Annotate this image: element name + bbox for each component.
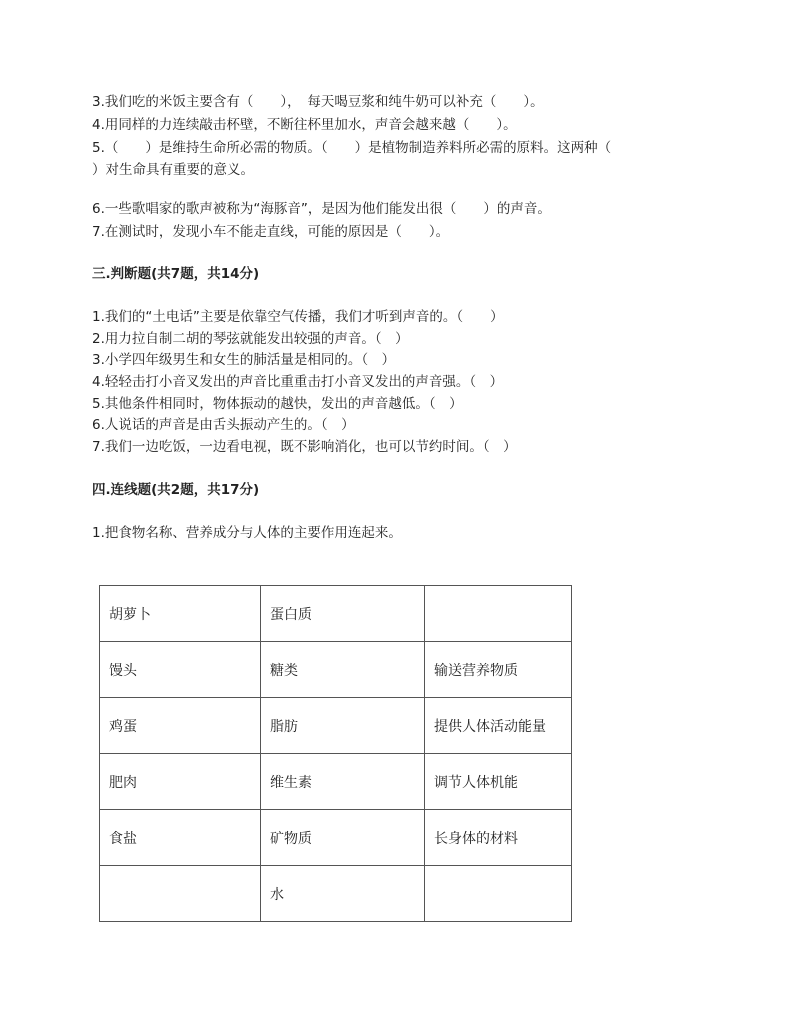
judge-item-5: 5.其他条件相同时，物体振动的越快，发出的声音越低。（ ） <box>92 396 463 412</box>
fill-in-question-4: 4.用同样的力连续敲击杯壁，不断往杯里加水，声音会越来越（ ）。 <box>92 117 517 133</box>
food-cell: 胡萝卜 <box>100 586 261 642</box>
fill-in-question-5-line-1: 5.（ ）是维持生命所必需的物质。（ ）是植物制造养料所必需的原料。这两种（ <box>92 140 612 156</box>
function-cell: 长身体的材料 <box>425 810 572 866</box>
food-cell: 鸡蛋 <box>100 698 261 754</box>
nutrient-cell: 脂肪 <box>261 698 425 754</box>
function-cell: 输送营养物质 <box>425 642 572 698</box>
table-row <box>100 698 572 754</box>
table-row <box>100 642 572 698</box>
fill-in-question-6: 6.一些歌唱家的歌声被称为“海豚音”，是因为他们能发出很（ ）的声音。 <box>92 201 551 217</box>
table-row <box>100 866 572 922</box>
food-cell <box>100 866 261 922</box>
fill-in-question-7: 7.在测试时，发现小车不能走直线，可能的原因是（ ）。 <box>92 224 450 240</box>
table-row <box>100 754 572 810</box>
judge-section-heading: 三.判断题(共7题，共14分) <box>92 266 260 282</box>
judge-item-1: 1.我们的“土电话”主要是依靠空气传播，我们才听到声音的。（ ） <box>92 309 504 325</box>
matching-instruction: 1.把食物名称、营养成分与人体的主要作用连起来。 <box>92 525 402 541</box>
judge-item-7: 7.我们一边吃饭，一边看电视，既不影响消化，也可以节约时间。（ ） <box>92 439 517 455</box>
nutrient-cell: 糖类 <box>261 642 425 698</box>
fill-in-question-5-line-2: ）对生命具有重要的意义。 <box>92 162 254 178</box>
matching-section-heading: 四.连线题(共2题，共17分) <box>92 482 260 498</box>
function-cell: 调节人体机能 <box>425 754 572 810</box>
judge-item-3: 3.小学四年级男生和女生的肺活量是相同的。（ ） <box>92 352 396 368</box>
food-cell: 馒头 <box>100 642 261 698</box>
nutrient-cell: 维生素 <box>261 754 425 810</box>
judge-item-6: 6.人说话的声音是由舌头振动产生的。（ ） <box>92 417 355 433</box>
function-cell <box>425 586 572 642</box>
judge-item-2: 2.用力拉自制二胡的琴弦就能发出较强的声音。（ ） <box>92 331 409 347</box>
nutrient-cell: 矿物质 <box>261 810 425 866</box>
matching-table <box>99 585 572 922</box>
nutrient-cell: 水 <box>261 866 425 922</box>
judge-item-4: 4.轻轻击打小音叉发出的声音比重重击打小音叉发出的声音强。（ ） <box>92 374 504 390</box>
fill-in-question-3: 3.我们吃的米饭主要含有（ ）， 每天喝豆浆和纯牛奶可以补充（ ）。 <box>92 94 544 110</box>
food-cell: 肥肉 <box>100 754 261 810</box>
function-cell: 提供人体活动能量 <box>425 698 572 754</box>
table-row <box>100 586 572 642</box>
function-cell <box>425 866 572 922</box>
food-cell: 食盐 <box>100 810 261 866</box>
table-row <box>100 810 572 866</box>
nutrient-cell: 蛋白质 <box>261 586 425 642</box>
